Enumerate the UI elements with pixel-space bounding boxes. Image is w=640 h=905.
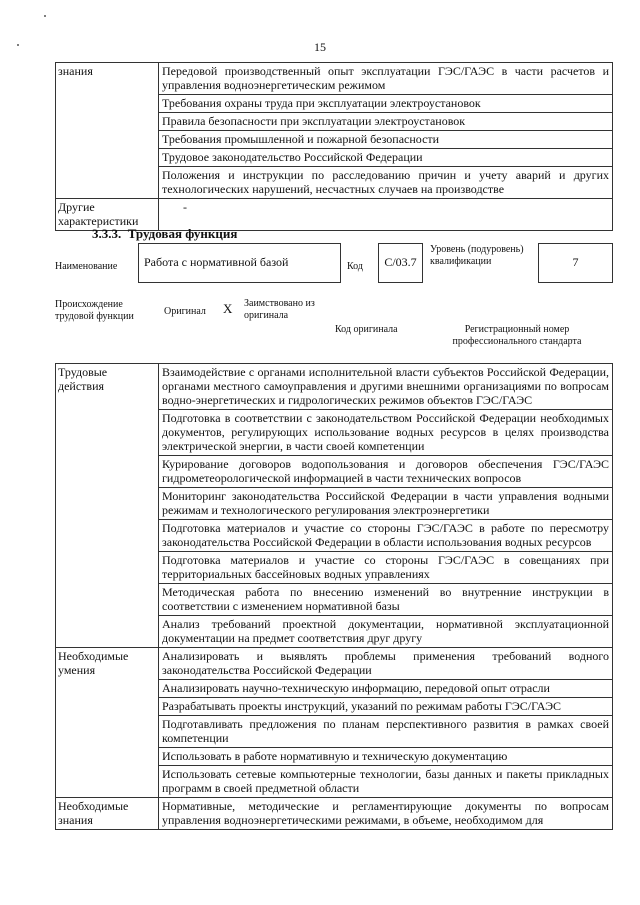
row-item: Передовой производственный опыт эксплуатации ГЭС/ГАЭС в части расчетов и управления водноэнергетическим режимом xyxy=(159,63,613,95)
page-number: 15 xyxy=(314,40,326,54)
function-details-table xyxy=(55,363,613,830)
section-heading xyxy=(92,226,237,242)
row-item: Взаимодействие с органами исполнительной власти субъектов Российской Федерации, органами местного самоуправления и другими внешними организациями по вопросам водно-энергетических и гидрологических режимов объектов ГЭС/ГАЭС xyxy=(159,364,613,410)
row-item: Требования охраны труда при эксплуатации электроустановок xyxy=(159,95,613,113)
level-box xyxy=(538,243,613,283)
code-label: Код xyxy=(347,261,363,272)
row-item: Подготовка в соответствии с законодательством Российской Федерации необходимых документов, регулирующих использование водных ресурсов в целях производства электрической энергии, в части своей компетенции xyxy=(159,410,613,456)
table-row xyxy=(56,648,613,680)
name-label: Наименование xyxy=(55,261,118,272)
function-code-value: С/03.7 xyxy=(384,255,417,269)
row-item: Использовать в работе нормативную и техническую документацию xyxy=(159,748,613,766)
original-code-label: Код оригинала xyxy=(335,324,398,335)
level-value: 7 xyxy=(572,255,579,269)
scan-speck xyxy=(44,15,46,17)
row-label: Необходимые умения xyxy=(56,648,159,798)
row-item: Анализировать и выявлять проблемы применения требований водного законодательства Российской Федерации xyxy=(159,648,613,680)
original-mark: X xyxy=(223,301,233,316)
row-label: Необходимые знания xyxy=(56,798,159,830)
row-label: Другие характеристики xyxy=(56,199,159,231)
row-item: Мониторинг законодательства Российской Федерации в части управления водными режимам и технологического регулирования электроэнергетики xyxy=(159,488,613,520)
table-row xyxy=(56,798,613,830)
row-item: Подготавливать предложения по планам перспективного развития в рамках своей компетенции xyxy=(159,716,613,748)
row-item: Анализировать научно-техническую информацию, передовой опыт отрасли xyxy=(159,680,613,698)
registration-number-label: Регистрационный номер профессионального стандарта xyxy=(452,324,582,347)
function-name-box xyxy=(138,243,341,283)
row-item: Требования промышленной и пожарной безопасности xyxy=(159,131,613,149)
row-item: Подготовка материалов и участие со стороны ГЭС/ГАЭС в совещаниях при территориальных бассейновых водных управлениях xyxy=(159,552,613,584)
row-item: Разрабатывать проекты инструкций, указаний по режимам работы ГЭС/ГАЭС xyxy=(159,698,613,716)
level-label: Уровень (подуровень) квалификации xyxy=(430,244,524,267)
table-row xyxy=(56,364,613,410)
row-item: Трудовое законодательство Российской Федерации xyxy=(159,149,613,167)
row-item: Нормативные, методические и регламентирующие документы по вопросам управления водноэнергетическими режимами, в объеме, необходимом для xyxy=(159,798,613,830)
function-code-box xyxy=(378,243,423,283)
row-label: Трудовые действия xyxy=(56,364,159,648)
row-item: Правила безопасности при эксплуатации электроустановок xyxy=(159,113,613,131)
row-item: Подготовка материалов и участие со стороны ГЭС/ГАЭС в работе по пересмотру законодательства Российской Федерации в области использования водных ресурсов xyxy=(159,520,613,552)
row-item: Использовать сетевые компьютерные технологии, базы данных и пакеты прикладных программ в своей предметной области xyxy=(159,766,613,798)
borrowed-label: Заимствовано из оригинала xyxy=(244,298,315,321)
row-item: Анализ требований проектной документации, нормативной эксплуатационной документации на предмет соответствия друг другу xyxy=(159,616,613,648)
function-name-value: Работа с нормативной базой xyxy=(144,255,289,269)
row-item: - xyxy=(159,199,613,231)
original-label: Оригинал xyxy=(164,306,206,317)
row-item: Курирование договоров водопользования и договоров обеспечения ГЭС/ГАЭС гидрометеорологической информацией в части технических вопросов xyxy=(159,456,613,488)
origin-label: Происхождение трудовой функции xyxy=(55,299,134,322)
row-item: Положения и инструкции по расследованию причин и учету аварий и других технологических нарушений, несчастных случаев на производстве xyxy=(159,167,613,199)
top-requirements-table xyxy=(55,62,613,231)
row-item: Методическая работа по внесению изменений во внутренние инструкции в соответствии с изменением нормативной базы xyxy=(159,584,613,616)
row-label: знания xyxy=(56,63,159,199)
section-title: Трудовая функция xyxy=(127,226,238,241)
table-row xyxy=(56,63,613,95)
section-number: 3.3.3. xyxy=(92,226,122,241)
